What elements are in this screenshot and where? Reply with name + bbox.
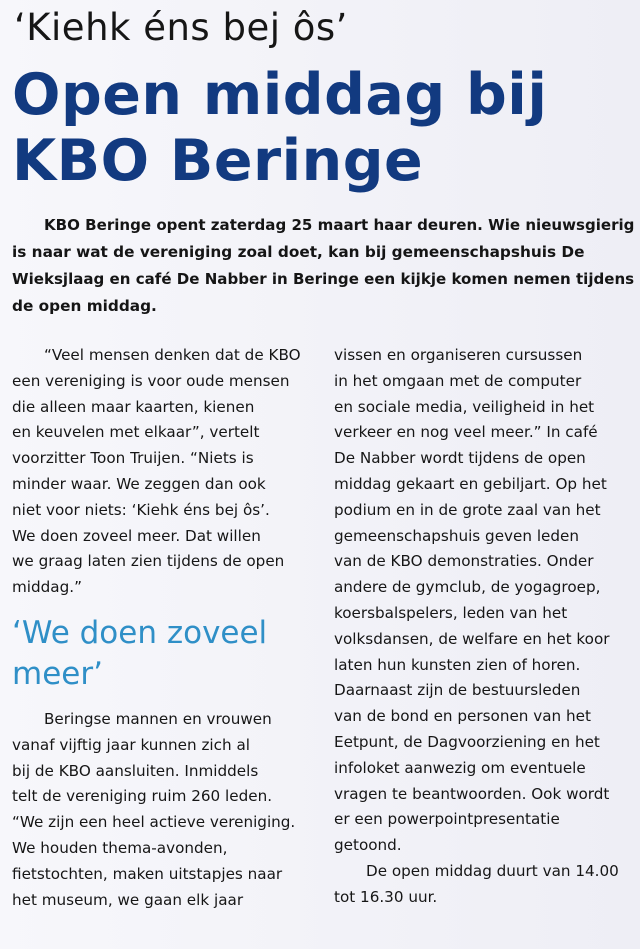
lead-line: is naar wat de vereniging zoal doet, kan bij gemeenschapshuis De bbox=[12, 243, 585, 261]
subheading-line: meer’ bbox=[12, 655, 103, 692]
body-line: De open middag duurt van 14.00 bbox=[366, 861, 619, 880]
body-line: We houden thema-avonden, bbox=[12, 838, 228, 857]
body-line: telt de vereniging ruim 260 leden. bbox=[12, 787, 273, 806]
body-line: die alleen maar kaarten, kienen bbox=[12, 397, 255, 416]
body-line: in het omgaan met de computer bbox=[334, 371, 582, 390]
body-line: van de bond en personen van het bbox=[334, 707, 591, 726]
body-line: Daarnaast zijn de bestuursleden bbox=[334, 681, 581, 700]
body-line: andere de gymclub, de yogagroep, bbox=[334, 578, 601, 597]
article-lead bbox=[12, 212, 634, 320]
body-line: van de KBO demonstraties. Onder bbox=[334, 552, 594, 571]
article-subheading bbox=[12, 613, 324, 695]
body-line: voorzitter Toon Truijen. “Niets is bbox=[12, 449, 254, 468]
body-line: podium en in de grote zaal van het bbox=[334, 500, 601, 519]
body-line: koersbalspelers, leden van het bbox=[334, 603, 568, 622]
subheading-line: ‘We doen zoveel bbox=[12, 614, 268, 651]
body-line: infoloket aanwezig om eventuele bbox=[334, 758, 586, 777]
body-line: minder waar. We zeggen dan ook bbox=[12, 474, 266, 493]
body-line: “Veel mensen denken dat de KBO bbox=[44, 346, 301, 364]
body-line: niet voor niets: ‘Kiehk éns bej ôs’. bbox=[12, 500, 270, 519]
body-line: middag.” bbox=[12, 578, 82, 597]
lead-line: KBO Beringe opent zaterdag 25 maart haar deuren. Wie nieuwsgierig bbox=[44, 216, 635, 234]
body-line: bij de KBO aansluiten. Inmiddels bbox=[12, 761, 259, 780]
body-paragraph bbox=[12, 707, 324, 913]
body-line: We doen zoveel meer. Dat willen bbox=[12, 526, 261, 545]
body-line: laten hun kunsten zien of horen. bbox=[334, 655, 581, 674]
body-line: vissen en organiseren cursussen bbox=[334, 346, 583, 364]
body-line: een vereniging is voor oude mensen bbox=[12, 371, 290, 390]
body-line: tot 16.30 uur. bbox=[334, 887, 438, 906]
body-line: we graag laten zien tijdens de open bbox=[12, 552, 285, 571]
body-line: “We zijn een heel actieve vereniging. bbox=[12, 813, 296, 832]
body-line: Beringse mannen en vrouwen bbox=[44, 709, 272, 728]
body-line: verkeer en nog veel meer.” In café bbox=[334, 423, 598, 442]
body-line: getoond. bbox=[334, 836, 402, 855]
headline-line: KBO Beringe bbox=[12, 128, 424, 194]
article-column-left bbox=[12, 343, 324, 913]
body-line: en keuvelen met elkaar”, vertelt bbox=[12, 423, 260, 442]
body-paragraph bbox=[334, 859, 634, 911]
body-line: fietstochten, maken uitstapjes naar bbox=[12, 864, 283, 883]
body-line: er een powerpointpresentatie bbox=[334, 810, 560, 829]
body-paragraph bbox=[334, 343, 634, 859]
body-line: vragen te beantwoorden. Ook wordt bbox=[334, 784, 610, 803]
body-line: Eetpunt, de Dagvoorziening en het bbox=[334, 732, 600, 751]
body-line: gemeenschapshuis geven leden bbox=[334, 526, 579, 545]
article-column-right bbox=[334, 343, 634, 911]
headline-line: Open middag bij bbox=[12, 62, 548, 128]
article-headline bbox=[12, 62, 632, 194]
body-line: De Nabber wordt tijdens de open bbox=[334, 449, 586, 468]
article-kicker: ‘Kiehk éns bej ôs’ bbox=[14, 6, 348, 49]
body-line: middag gekaart en gebiljart. Op het bbox=[334, 474, 607, 493]
body-line: en sociale media, veiligheid in het bbox=[334, 397, 595, 416]
lead-line: Wieksjlaag en café De Nabber in Beringe een kijkje komen nemen tijdens bbox=[12, 270, 635, 288]
body-paragraph bbox=[12, 343, 324, 601]
lead-line: de open middag. bbox=[12, 297, 157, 315]
body-line: vanaf vijftig jaar kunnen zich al bbox=[12, 735, 250, 754]
body-line: het museum, we gaan elk jaar bbox=[12, 890, 244, 909]
body-line: volksdansen, de welfare en het koor bbox=[334, 629, 610, 648]
